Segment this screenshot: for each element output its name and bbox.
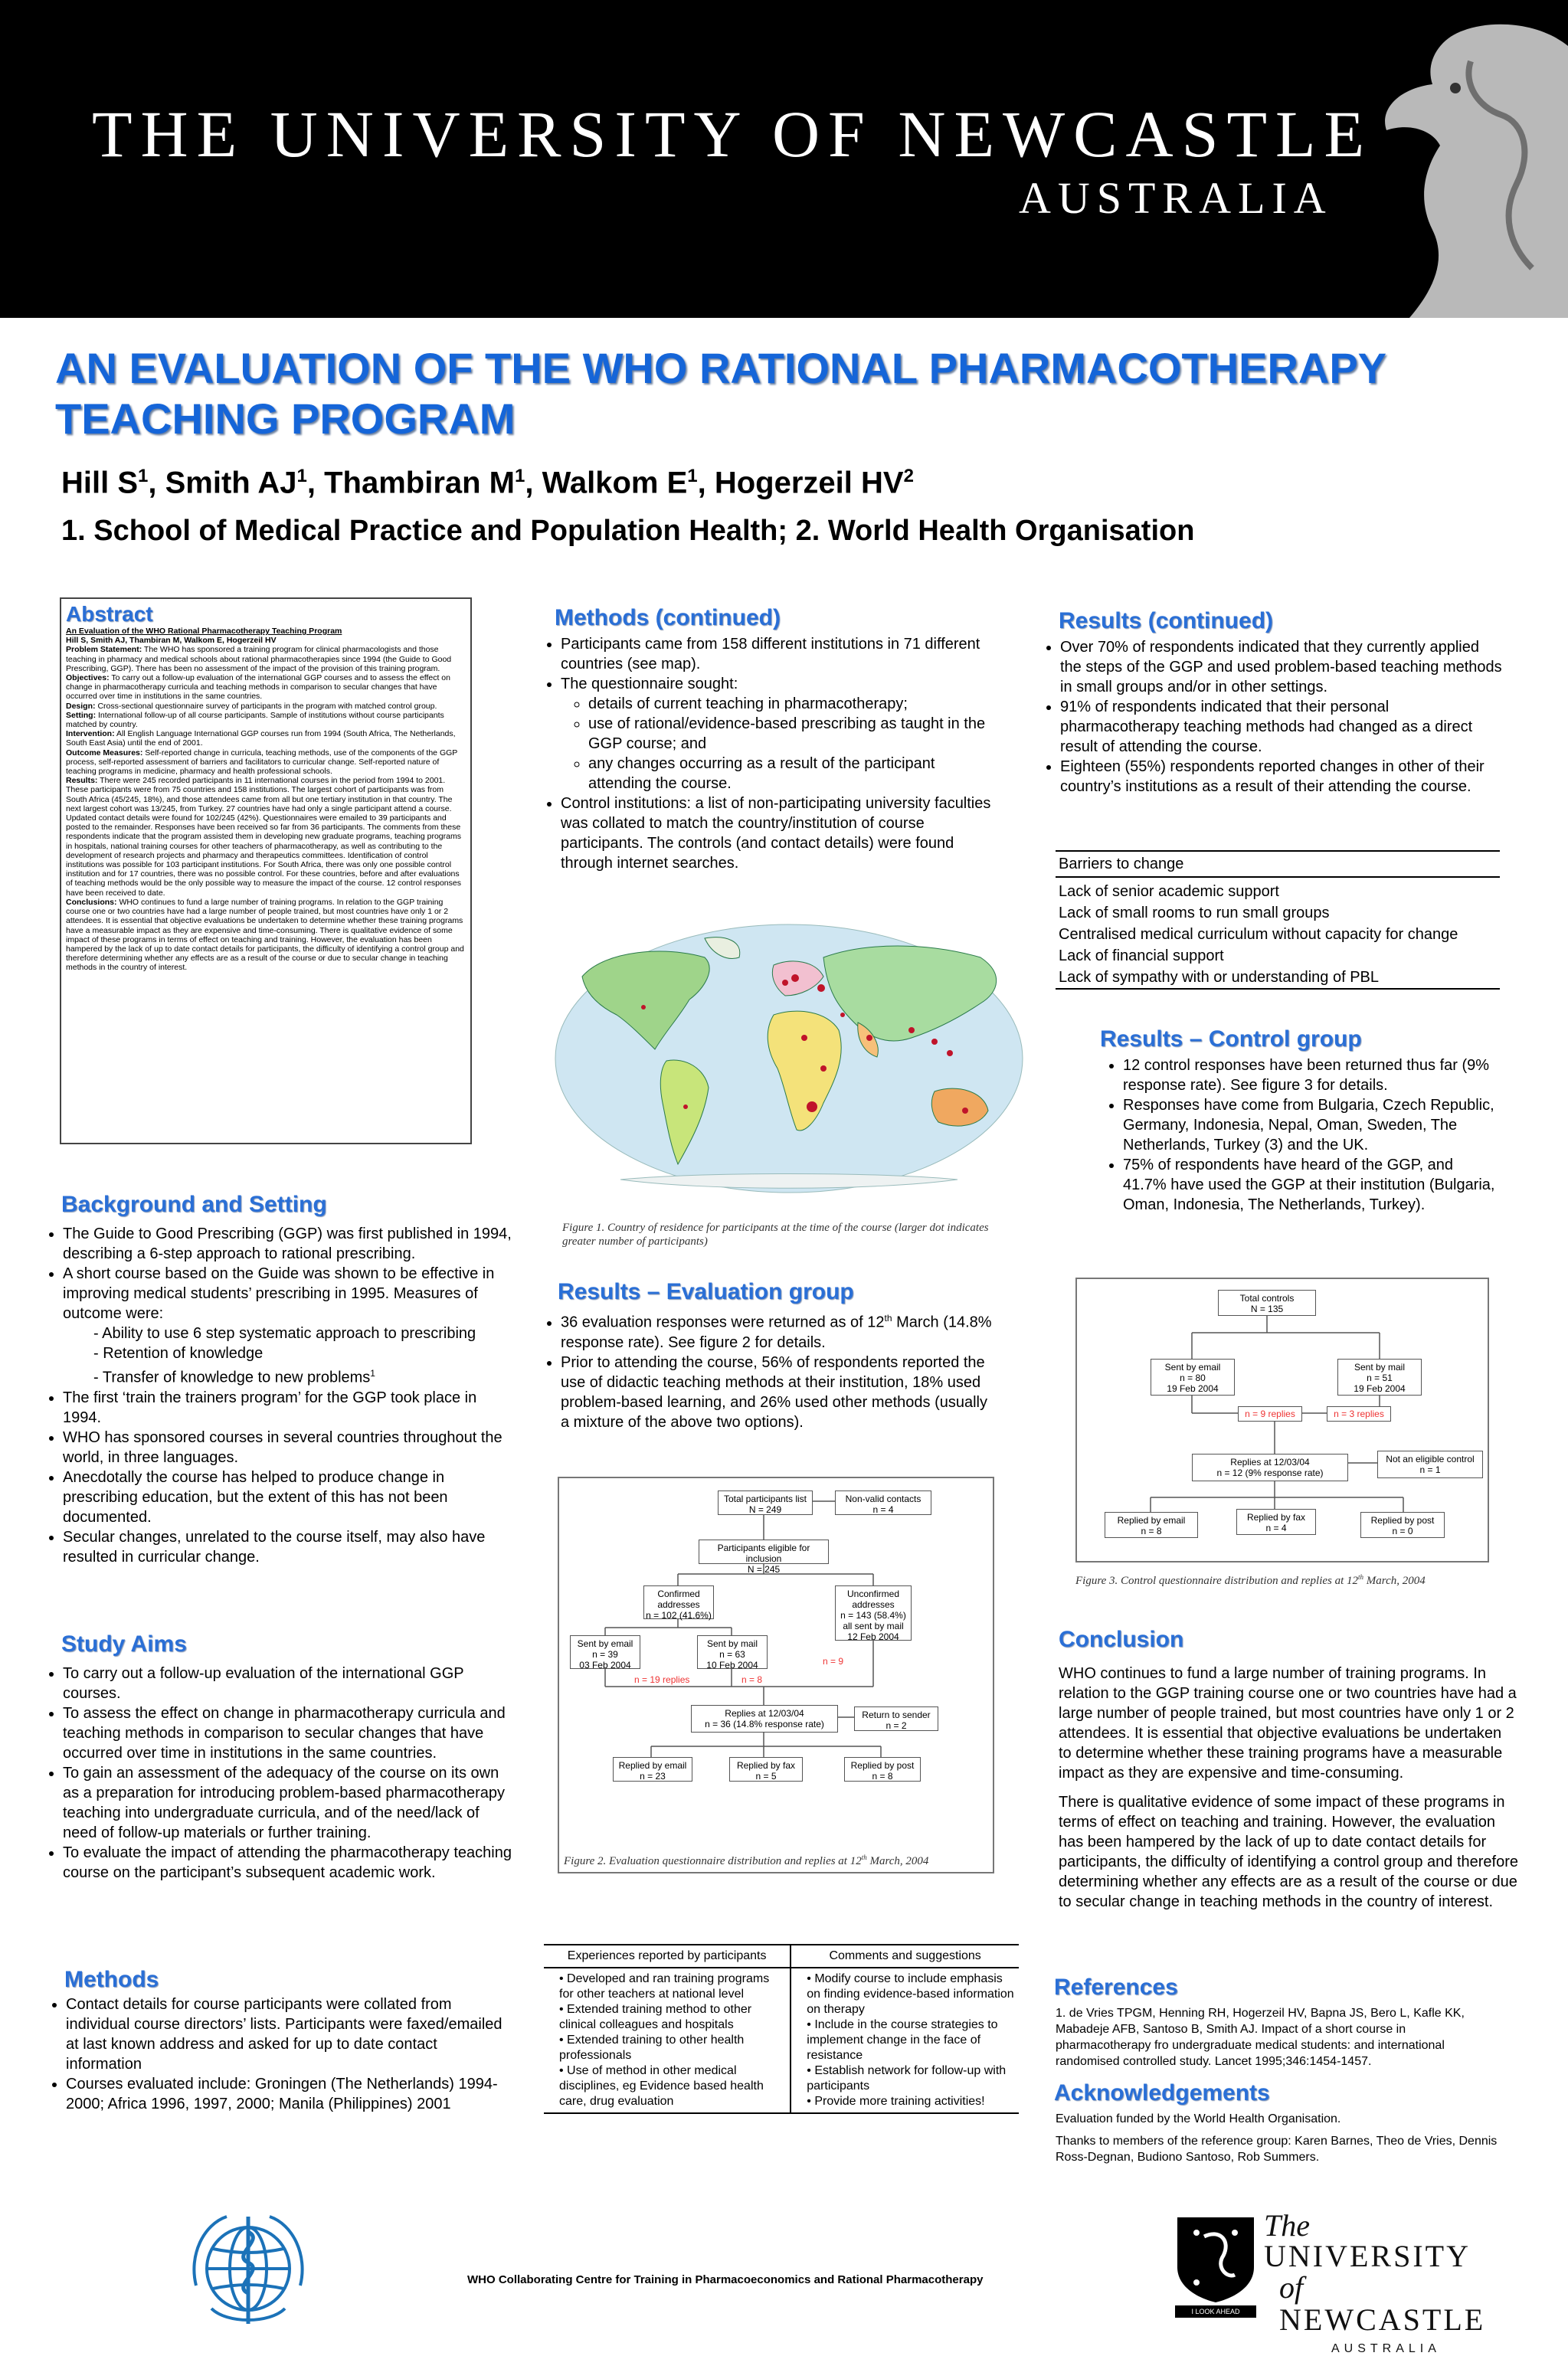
barriers-table: [1056, 850, 1500, 990]
list-item: • Use of method in other medical disciplines, eg Evidence based health care, drug evaluation: [559, 2063, 785, 2109]
background-list: [40, 1224, 515, 1567]
fig3-replied-by-email: Replied by email n = 8: [1105, 1512, 1198, 1538]
author-list: Hill $S^1$, Smith $AJ^1$, Thambiran $M^1$, Walkom $E^1$, Hogerzeil $HV^2$: [61, 466, 914, 500]
fig2-replied-by-fax: Replied by fax n = 5: [729, 1757, 803, 1782]
fig2-total-replies: Replies at 12/03/04 n = 36 (14.8% response rate): [691, 1705, 838, 1733]
poster-title-line2: TEACHING PROGRAM: [55, 394, 516, 443]
table-header-row: [1056, 851, 1500, 877]
table-row: [1056, 945, 1500, 967]
fig3-not-eligible-control: Not an eligible control n = 1: [1377, 1451, 1483, 1478]
fig2-sent-by-email: Sent by email n = 39 03 Feb 2004: [570, 1635, 640, 1669]
table-row: [1056, 877, 1500, 902]
poster-title-line1: AN EVALUATION OF THE WHO RATIONAL PHARMACOTHERAPY: [55, 344, 1387, 392]
conclusion-text: [1059, 1664, 1518, 1912]
list-item: • Control institutions: a list of non-participating university faculties was collated to match the country/institution of course participants. The controls (and contact details) were found through internet searches.: [561, 794, 997, 873]
acknowledgements-heading: Acknowledgements: [1054, 2080, 1270, 2106]
table-row: [1056, 902, 1500, 924]
acknowledgements-paragraph: Evaluation funded by the World Health Organisation.: [1056, 2112, 1341, 2125]
results-evaluation-heading: Results – Evaluation group: [558, 1279, 854, 1304]
newcastle-wordmark: The UNIVERSITY of NEWCASTLE AUSTRALIA: [1264, 2208, 1486, 2355]
abstract-text: [66, 627, 466, 973]
methods-continued-list: [538, 634, 997, 873]
fig2-non-valid-contacts: Non-valid contacts n = 4: [835, 1490, 931, 1515]
list-item: • Developed and ran training programs for other teachers at national level: [559, 1972, 785, 2002]
list-item: • Anecdotally the course has helped to produce change in prescribing education, but the extent of this has not been documented.: [63, 1468, 515, 1527]
fig2-sent-by-mail: Sent by mail n = 63 10 Feb 2004: [697, 1635, 768, 1669]
study-aims-heading: Study Aims: [61, 1631, 187, 1657]
list-item: • To gain an assessment of the adequacy of the course on its own as a preparation for introducing problem-based pharmacotherapy teaching into undergraduate curricula, and of the need/lack of need of follow-up materials or further training.: [63, 1763, 515, 1843]
fig2-replied-by-email: Replied by email n = 23: [613, 1757, 692, 1782]
list-item: • 91% of respondents indicated that their personal pharmacotherapy teaching methods had changed as a direct result of attending the course.: [1060, 697, 1503, 757]
fig3-sent-by-email: Sent by email n = 80 19 Feb 2004: [1151, 1359, 1235, 1396]
abstract-paragraph: Conclusions: WHO continues to fund a large number of training programs. In relation to the GGP training course one or two countries have had a large number of people trained, but most countries have only 1 or 2 attendees. It is essential that objective evaluations be undertaken to determine whether these training programs have a measurable impact as they are expensive and time-consuming. There is qualitative evidence of some impact of these programs in terms of effect on teaching and training. However, the evaluation has been hampered by the lack of up to date contact details for participants, the difficulty of identifying a control group and therefore determining whether any effects are as a result of the course or due to secular change in teaching methods in the country of interest.: [66, 897, 464, 973]
author-name: Thambiran M: [324, 466, 515, 500]
acknowledgements-text: [1056, 2111, 1500, 2165]
table-cell: [544, 1968, 791, 2113]
world-map: [552, 915, 1026, 1203]
author-name: Hill S: [61, 466, 139, 500]
fig3-mail-replies: n = 3 replies: [1327, 1406, 1391, 1422]
column-header: Barriers to change: [1056, 851, 1500, 877]
author-name: Hogerzeil HV: [714, 466, 904, 500]
list-item: • Provide more training activities!: [807, 2094, 1014, 2109]
abstract-heading: Abstract: [66, 602, 153, 626]
list-item: • Eighteen (55%) respondents reported changes in other of their country’s institutions as a result of their attending the course.: [1060, 757, 1503, 797]
fig2-unconfirmed-addresses: Unconfirmed addresses n = 143 (58.4%) all sent by mail 12 Feb 2004: [835, 1585, 912, 1641]
sub-list-item: ◦ use of rational/evidence-based prescribing as taught in the GGP course; and: [588, 714, 997, 754]
list-item: • 12 control responses have been returned thus far (9% response rate). See figure 3 for details.: [1123, 1055, 1498, 1095]
map-caption: Figure 1. Country of residence for participants at the time of the course (larger dot indicates greater number of participants): [562, 1222, 989, 1248]
list-item: • Establish network for follow-up with participants: [807, 2063, 1014, 2094]
figure-3-flowchart: [1075, 1278, 1489, 1562]
abstract-box: [60, 597, 472, 1144]
table-header-row: [544, 1945, 1019, 1968]
poster-title: [55, 343, 1511, 444]
fig3-email-replies: n = 9 replies: [1238, 1406, 1302, 1422]
conclusion-paragraph: WHO continues to fund a large number of training programs. In relation to the GGP training course one or two countries have had a large number of people trained, but most countries have only 1 or 2 attendees. It is essential that objective evaluations be undertaken to determine whether these training programs have a measurable impact as they are expensive and time-consuming.: [1059, 1665, 1517, 1782]
table-cell: Lack of sympathy with or understanding of PBL: [1056, 967, 1500, 989]
list-item: • To evaluate the impact of attending the pharmacotherapy teaching course on the participant’s subsequent academic work.: [63, 1843, 515, 1883]
abstract-paragraph: Intervention: All English Language International GGP courses run from 1994 (South Africa, The Netherlands, South East Asia) until the end of 2001.: [66, 729, 456, 748]
methods-continued-heading: Methods (continued): [555, 605, 781, 630]
abstract-paragraph: Objectives: To carry out a follow-up evaluation of the international GGP courses and to assess the effect on change in pharmacotherapy curricula and teaching methods in comparison to secular changes that have occurred over time in institutions in the same countries.: [66, 673, 450, 702]
fig2-return-to-sender: Return to sender n = 2: [854, 1706, 938, 1731]
list-item: • Secular changes, unrelated to the course itself, may also have resulted in curricular change.: [63, 1527, 515, 1567]
list-item: • Participants came from 158 different institutions in 71 different countries (see map).: [561, 634, 997, 674]
figure-2-flowchart: [558, 1477, 994, 1873]
newcastle-crest-icon: [1174, 2214, 1258, 2304]
results-evaluation-list: [538, 1308, 997, 1432]
seahorse-emblem-icon: [1348, 15, 1568, 318]
table-cell: Lack of financial support: [1059, 947, 1224, 964]
sub-list-item: - Retention of knowledge: [93, 1345, 264, 1362]
references-text: 1. de Vries TPGM, Henning RH, Hogerzeil HV, Bapna JS, Bero L, Kafle KK, Mabadeje AFB, Santoso B, Smith AJ. Impact of a short course in pharmacotherapy fro undergraduate medical students: and international randomised controlled study. Lancet 1995;346:1454-1457.: [1056, 2007, 1465, 2068]
results-control-heading: Results – Control group: [1100, 1026, 1362, 1052]
fig3-total-controls: Total controls N = 135: [1218, 1290, 1316, 1316]
abstract-authors: Hill S, Smith AJ, Thambiran M, Walkom E, Hogerzeil HV: [66, 636, 277, 646]
fig3-replied-by-post: Replied by post n = 0: [1360, 1512, 1445, 1538]
table-row: [1056, 967, 1500, 989]
author-name: Smith AJ: [165, 466, 297, 500]
author-name: Walkom E: [542, 466, 688, 500]
footer-text: WHO Collaborating Centre for Training in Pharmacoeconomics and Rational Pharmacotherapy: [467, 2273, 984, 2286]
acknowledgements-paragraph: Thanks to members of the reference group: Karen Barnes, Theo de Vries, Dennis Ross-Degnan, Budiono Santoso, Rob Summers.: [1056, 2135, 1498, 2164]
conclusion-heading: Conclusion: [1059, 1627, 1184, 1652]
list-item: • Prior to attending the course, 56% of respondents reported the use of didactic teaching methods at their institution, 18% used problem-based learning, and 26% used other methods (usually a mixture of the above two options).: [561, 1353, 997, 1432]
sub-list-item: ◦ any changes occurring as a result of the participant attending the course.: [588, 754, 997, 794]
column-header: Comments and suggestions: [791, 1945, 1019, 1968]
list-item: • Modify course to include emphasis on finding evidence-based information on therapy: [807, 1972, 1014, 2017]
table-cell: Centralised medical curriculum without capacity for change: [1059, 926, 1458, 943]
sub-list-item: - Transfer of knowledge to new problems$^1$: [93, 1368, 375, 1386]
list-item: • The questionnaire sought: ◦ details of current teaching in pharmacotherapy; ◦ use of rational/evidence-based prescribing as taught in the GGP course; and ◦ any changes occurring as a result of the participant attending the course.: [561, 674, 997, 794]
results-control-list: [1100, 1055, 1498, 1215]
list-item: • Extended training to other health professionals: [559, 2033, 785, 2063]
list-item: • WHO has sponsored courses in several countries throughout the world, in three languages.: [63, 1428, 515, 1468]
fig3-sent-by-mail: Sent by mail n = 51 19 Feb 2004: [1337, 1359, 1422, 1396]
table-cell: Lack of small rooms to run small groups: [1059, 905, 1330, 921]
figure-2-connectors: [559, 1478, 993, 1872]
affiliations: 1. School of Medical Practice and Population Health; 2. World Health Organisation: [61, 515, 1195, 547]
abstract-title: An Evaluation of the WHO Rational Pharmacotherapy Teaching Program: [66, 627, 342, 636]
sub-list-item: - Ability to use 6 step systematic approach to prescribing: [93, 1325, 476, 1342]
sub-list-item: ◦ details of current teaching in pharmacotherapy;: [588, 694, 997, 714]
methods-heading: Methods: [64, 1967, 159, 1992]
results-continued-list: [1037, 637, 1503, 797]
fig2-replied-by-post: Replied by post n = 8: [844, 1757, 921, 1782]
abstract-paragraph: Results: There were 245 recorded participants in 11 international courses in the period from 1994 to 2001. These participants were from 75 countries and 158 institutions. The largest cohort of participants was from South Africa (45/245, 18%), and those attendees came from all but one tertiary institution in that country. The next largest cohort was 13/245, from Turkey. 27 countries have had only a single participant attend a course. Updated contact details were found for 102/245 (42%). Questionnaires were emailed to 39 participants and posted to the remainder. Responses have been received so far from 36 participants. The comments from these respondents indicate that the program assisted them in developing new graduate programs, teaching programs in hospitals, national training courses for other teachers of pharmacotherapy, as well as contributing to the development of research projects and pharmacy and therapeutics committees. Identification of control institutions was possible for 103 participant institutions. For South Africa, there was only one possible control institution and for 17 countries, there was no possible control. For these countries, before and after evaluations of teaching methods would be the only possible way to measure the impact of the course. 12 control responses have been received to date.: [66, 776, 461, 898]
fig2-mail-replies: n = 8: [741, 1674, 763, 1685]
fig3-total-replies: Replies at 12/03/04 n = 12 (9% response rate): [1192, 1454, 1348, 1481]
study-aims-list: [40, 1664, 515, 1883]
university-name: THE UNIVERSITY OF NEWCASTLE: [92, 97, 1373, 171]
who-emblem-icon: [181, 2201, 316, 2336]
table-cell: [791, 1968, 1019, 2113]
column-header: Experiences reported by participants: [544, 1945, 791, 1968]
list-item: • Include in the course strategies to implement change in the face of resistance: [807, 2017, 1014, 2063]
abstract-paragraph: Outcome Measures: Self-reported change in curricula, teaching methods, use of the components of the GGP process, self-reported assessment of barriers and facilitators to curricular change. Self-reported nature of teaching programs in medicine, pharmacy and health professional schools.: [66, 748, 458, 777]
conclusion-paragraph: There is qualitative evidence of some impact of these programs in terms of effect on teaching and training. However, the evaluation has been hampered by the lack of up to date contact details for participants, the difficulty of identifying a control group and therefore determining whether any effects are as a result of the course or due to secular change in teaching methods in the country of interest.: [1059, 1794, 1518, 1910]
methods-list: [43, 1994, 510, 2114]
figure-3-caption: Figure 3. Control questionnaire distribution and replies at 12th March, 2004: [1075, 1573, 1426, 1587]
results-continued-heading: Results (continued): [1059, 608, 1274, 633]
figure-2-caption: Figure 2. Evaluation questionnaire distribution and replies at 12th March, 2004: [564, 1854, 929, 1867]
list-item: • Extended training method to other clinical colleagues and hospitals: [559, 2002, 785, 2033]
fig2-email-replies: n = 19 replies: [634, 1674, 690, 1685]
fig2-total-participants: Total participants list N = 249: [718, 1490, 813, 1515]
table-cell: Lack of senior academic support: [1059, 883, 1279, 900]
list-item: • To carry out a follow-up evaluation of the international GGP courses.: [63, 1664, 515, 1703]
references-heading: References: [1054, 1975, 1178, 2000]
list-item: • A short course based on the Guide was shown to be effective in improving medical students’ prescribing in 1995. Measures of outcome were: - Ability to use 6 step systematic approach to prescribing - Retention of knowledge - Transfer of knowledge to new problems$^1$: [63, 1264, 515, 1388]
crest-motto: I LOOK AHEAD: [1175, 2305, 1256, 2318]
background-heading: Background and Setting: [61, 1192, 327, 1217]
list-item: • The first ‘train the trainers program’ for the GGP took place in 1994.: [63, 1388, 515, 1428]
list-item: • To assess the effect on change in pharmacotherapy curricula and teaching methods in comparison to secular changes that have occurred over time in institutions in the same countries.: [63, 1703, 515, 1763]
list-item: • Over 70% of respondents indicated that they currently applied the steps of the GGP and used problem-based teaching methods in small groups and/or in other settings.: [1060, 637, 1503, 697]
list-item: • Responses have come from Bulgaria, Czech Republic, Germany, Indonesia, Nepal, Oman, Sweden, The Netherlands, Turkey (3) and the UK.: [1123, 1095, 1498, 1155]
list-item: • Contact details for course participants were collated from individual course directors’ lists. Participants were faxed/emailed at last known address and asked for up to date contact information: [66, 1994, 510, 2074]
list-item: • 75% of respondents have heard of the GGP, and 41.7% have used the GGP at their institution (Bulgaria, Oman, Indonesia, The Netherlands, Turkey).: [1123, 1155, 1498, 1215]
list-item: • The Guide to Good Prescribing (GGP) was first published in 1994, describing a 6-step approach to rational prescribing.: [63, 1224, 515, 1264]
abstract-paragraph: Setting: International follow-up of all course participants. Sample of institutions without course participants matched by country.: [66, 710, 444, 730]
fig2-eligible-participants: Participants eligible for inclusion N = 245: [699, 1540, 829, 1564]
list-item: • 36 evaluation responses were returned as of 12th March (14.8% response rate). See figure 2 for details.: [561, 1308, 997, 1353]
abstract-paragraph: Design: Cross-sectional questionnaire survey of participants in the program with matched control group.: [66, 701, 437, 711]
author-affiliation-mark: 1: [138, 466, 149, 486]
author-affiliation-mark: 1: [296, 466, 307, 486]
fig3-replied-by-fax: Replied by fax n = 4: [1236, 1509, 1316, 1535]
list-item: • Courses evaluated include: Groningen (The Netherlands) 1994-2000; Africa 1996, 1997, 2000; Manila (Philippines) 2001: [66, 2074, 510, 2114]
abstract-paragraph: Problem Statement: The WHO has sponsored a training program for clinical pharmacologists and those teaching in pharmacy and medical schools about rational pharmacotherapies since 1994 (the Guide to Good Prescribing, GGP). There has been no assessment of the impact of the provision of this training program.: [66, 645, 452, 673]
author-affiliation-mark: 1: [687, 466, 698, 486]
author-affiliation-mark: 2: [903, 466, 914, 486]
fig2-confirmed-addresses: Confirmed addresses n = 102 (41.6%): [643, 1585, 714, 1619]
author-affiliation-mark: 1: [515, 466, 525, 486]
table-row: [1056, 924, 1500, 945]
fig2-unconfirmed-replies: n = 9: [823, 1656, 844, 1667]
experiences-table: [544, 1944, 1019, 2114]
university-country: AUSTRALIA: [1019, 173, 1333, 223]
table-row: [544, 1968, 1019, 2113]
